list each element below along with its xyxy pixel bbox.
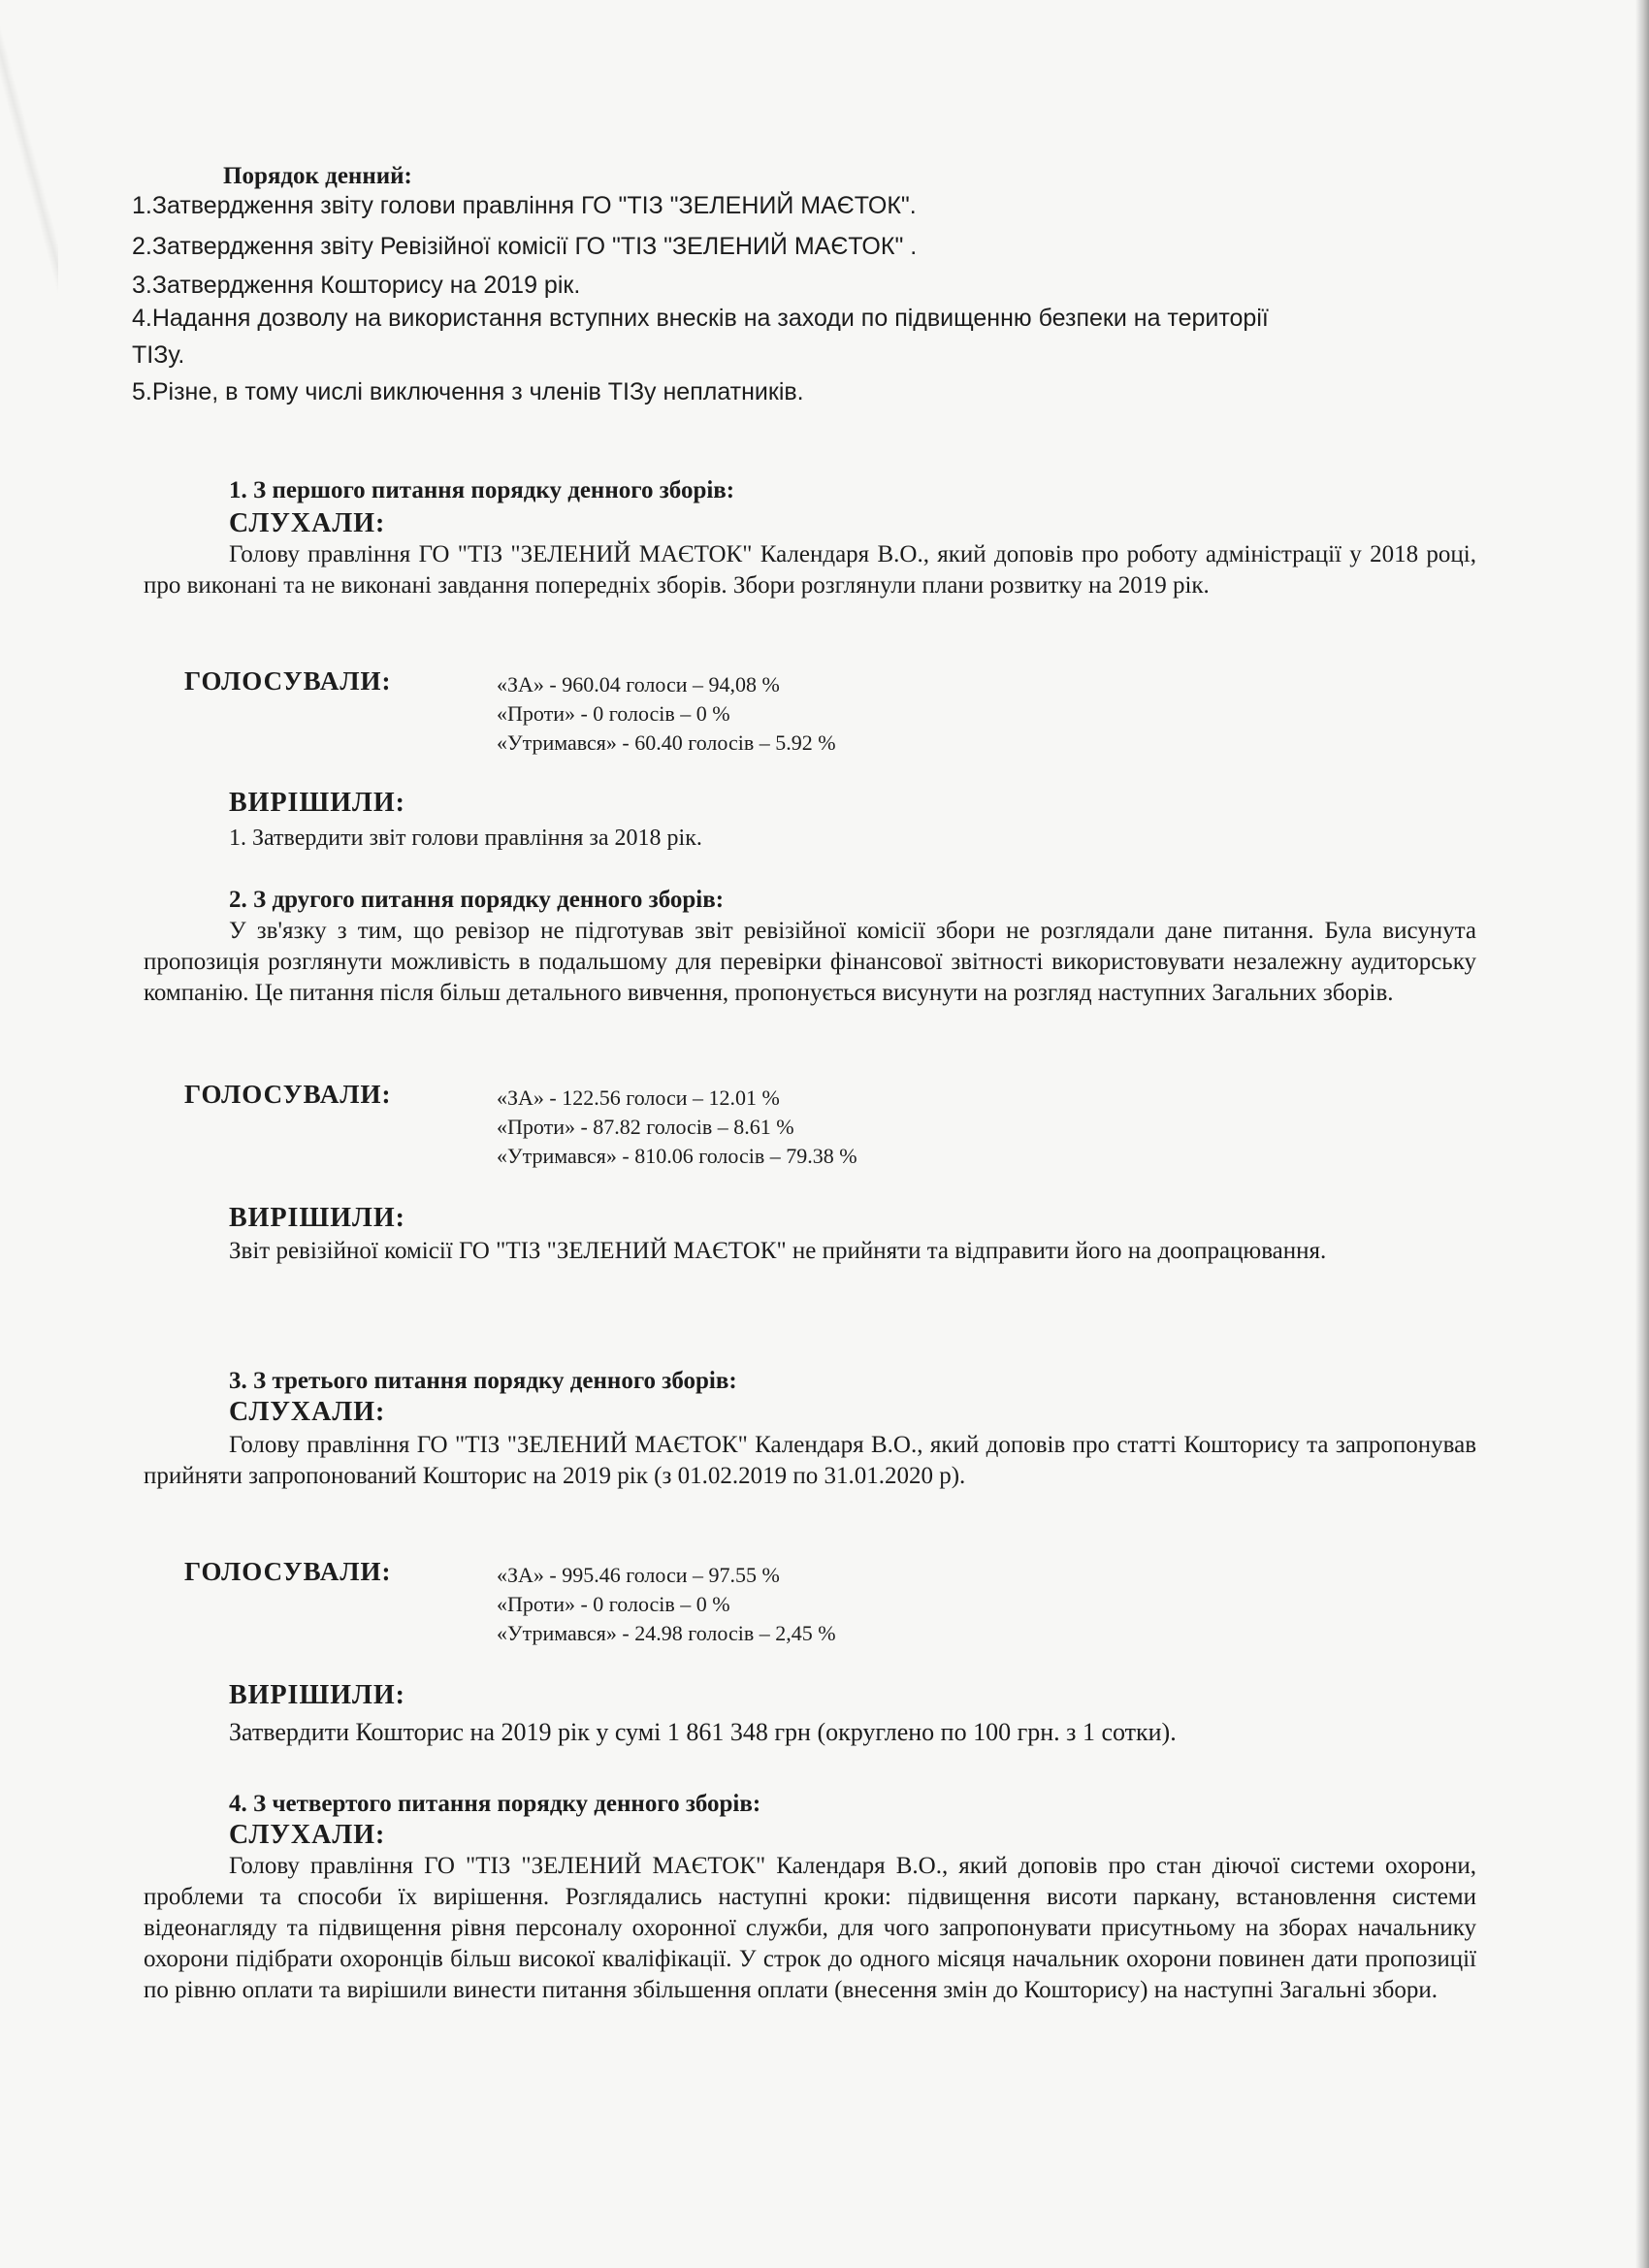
agenda-heading: Порядок денний:: [223, 163, 412, 189]
section-1-listened-label: СЛУХАЛИ:: [229, 508, 386, 538]
section-1-listened-text: [144, 539, 1476, 601]
vote-against: «Проти» - 0 голосів – 0 %: [497, 701, 730, 726]
agenda-item: ТІЗу.: [132, 341, 185, 369]
section-2-voted-label: ГОЛОСУВАЛИ:: [184, 1080, 392, 1109]
section-2-decided-text: [144, 1236, 1476, 1267]
agenda-item: 4.Надання дозволу на використання вступних внесків на заходи по підвищенню безпеки на території: [132, 305, 1269, 332]
section-1-decided-text: 1. Затвердити звіт голови правління за 2018 рік.: [229, 826, 702, 851]
agenda-item: 1.Затвердження звіту голови правління ГО "ТІЗ "ЗЕЛЕНИЙ МАЄТОК".: [132, 192, 917, 219]
section-3-decided-label: ВИРІШИЛИ:: [229, 1680, 405, 1710]
vote-for: «ЗА» - 995.46 голоси – 97.55 %: [497, 1563, 780, 1587]
paragraph: Звіт ревізійної комісії ГО "ТІЗ "ЗЕЛЕНИЙ МАЄТОК" не прийняти та відправити його на доопрацювання.: [229, 1238, 1327, 1264]
vote-for: «ЗА» - 960.04 голоси – 94,08 %: [497, 672, 780, 697]
paper-fold: [0, 0, 58, 320]
agenda-item: 5.Різне, в тому числі виключення з членів ТІЗу неплатників.: [132, 378, 804, 405]
vote-against: «Проти» - 87.82 голосів – 8.61 %: [497, 1115, 794, 1139]
page-edge-shadow: [1635, 0, 1649, 2268]
agenda-item: 3.Затвердження Кошторису на 2019 рік.: [132, 272, 581, 299]
section-3-voted-label: ГОЛОСУВАЛИ:: [184, 1557, 392, 1586]
section-1-decided-label: ВИРІШИЛИ:: [229, 788, 405, 818]
paragraph: Голову правління ГО "ТІЗ "ЗЕЛЕНИЙ МАЄТОК" Календаря В.О., який доповів про статті Кошторису та запропонував прийняти запропонований Кошторис на 2019 рік (з 01.02.2019 по 31.01.2020 р).: [144, 1432, 1476, 1489]
section-2-heading: 2. З другого питання порядку денного зборів:: [229, 887, 725, 913]
vote-for: «ЗА» - 122.56 голоси – 12.01 %: [497, 1085, 780, 1110]
section-4-heading: 4. З четвертого питання порядку денного зборів:: [229, 1791, 761, 1817]
vote-abstained: «Утримався» - 60.40 голосів – 5.92 %: [497, 730, 836, 755]
section-1-heading: 1. З першого питання порядку денного зборів:: [229, 477, 735, 503]
paragraph: Голову правління ГО "ТІЗ "ЗЕЛЕНИЙ МАЄТОК" Календаря В.О., який доповів про стан діючої системи охорони, проблеми та способи їх вирішення. Розглядались наступні кроки: підвищення висоти паркану, встановлення системи відеонагляду та підвищення рівня персоналу охоронної служби, для чого запропонувати присутньому на зборах начальнику охорони підібрати охоронців більш високої кваліфікації. У строк до одного місяця начальник охорони повинен дати пропозиції по рівню оплати та вирішили винести питання збільшення оплати (внесення змін до Кошторису) на наступні Загальні збори.: [144, 1853, 1476, 2003]
section-4-listened-label: СЛУХАЛИ:: [229, 1820, 386, 1850]
agenda-item: 2.Затвердження звіту Ревізійної комісії ГО "ТІЗ "ЗЕЛЕНИЙ МАЄТОК" .: [132, 233, 918, 260]
vote-against: «Проти» - 0 голосів – 0 %: [497, 1592, 730, 1616]
section-3-heading: 3. З третього питання порядку денного зборів:: [229, 1368, 737, 1394]
section-3-listened-label: СЛУХАЛИ:: [229, 1397, 386, 1427]
section-3-decided-text: Затвердити Кошторис на 2019 рік у сумі 1 861 348 грн (округлено по 100 грн. з 1 сотки).: [229, 1718, 1177, 1746]
section-1-voted-label: ГОЛОСУВАЛИ:: [184, 666, 392, 696]
vote-abstained: «Утримався» - 24.98 голосів – 2,45 %: [497, 1621, 836, 1645]
paragraph: У зв'язку з тим, що ревізор не підготував звіт ревізійної комісії збори не розглядали дане питання. Була висунута пропозиція розглянути можливість в подальшому для перевірки фінансової звітності використовувати незалежну аудиторську компанію. Це питання після більш детального вивчення, пропонується висунути на розгляд наступних Загальних зборів.: [144, 918, 1476, 1006]
vote-abstained: «Утримався» - 810.06 голосів – 79.38 %: [497, 1144, 857, 1168]
section-3-listened-text: [144, 1430, 1476, 1492]
section-2-text: [144, 916, 1476, 1009]
paragraph: Голову правління ГО "ТІЗ "ЗЕЛЕНИЙ МАЄТОК" Календаря В.О., який доповів про роботу адміністрації у 2018 році, про виконані та не виконані завдання попередніх зборів. Збори розглянули плани розвитку на 2019 рік.: [144, 541, 1476, 599]
section-2-decided-label: ВИРІШИЛИ:: [229, 1203, 405, 1233]
section-4-listened-text: [144, 1851, 1476, 2006]
